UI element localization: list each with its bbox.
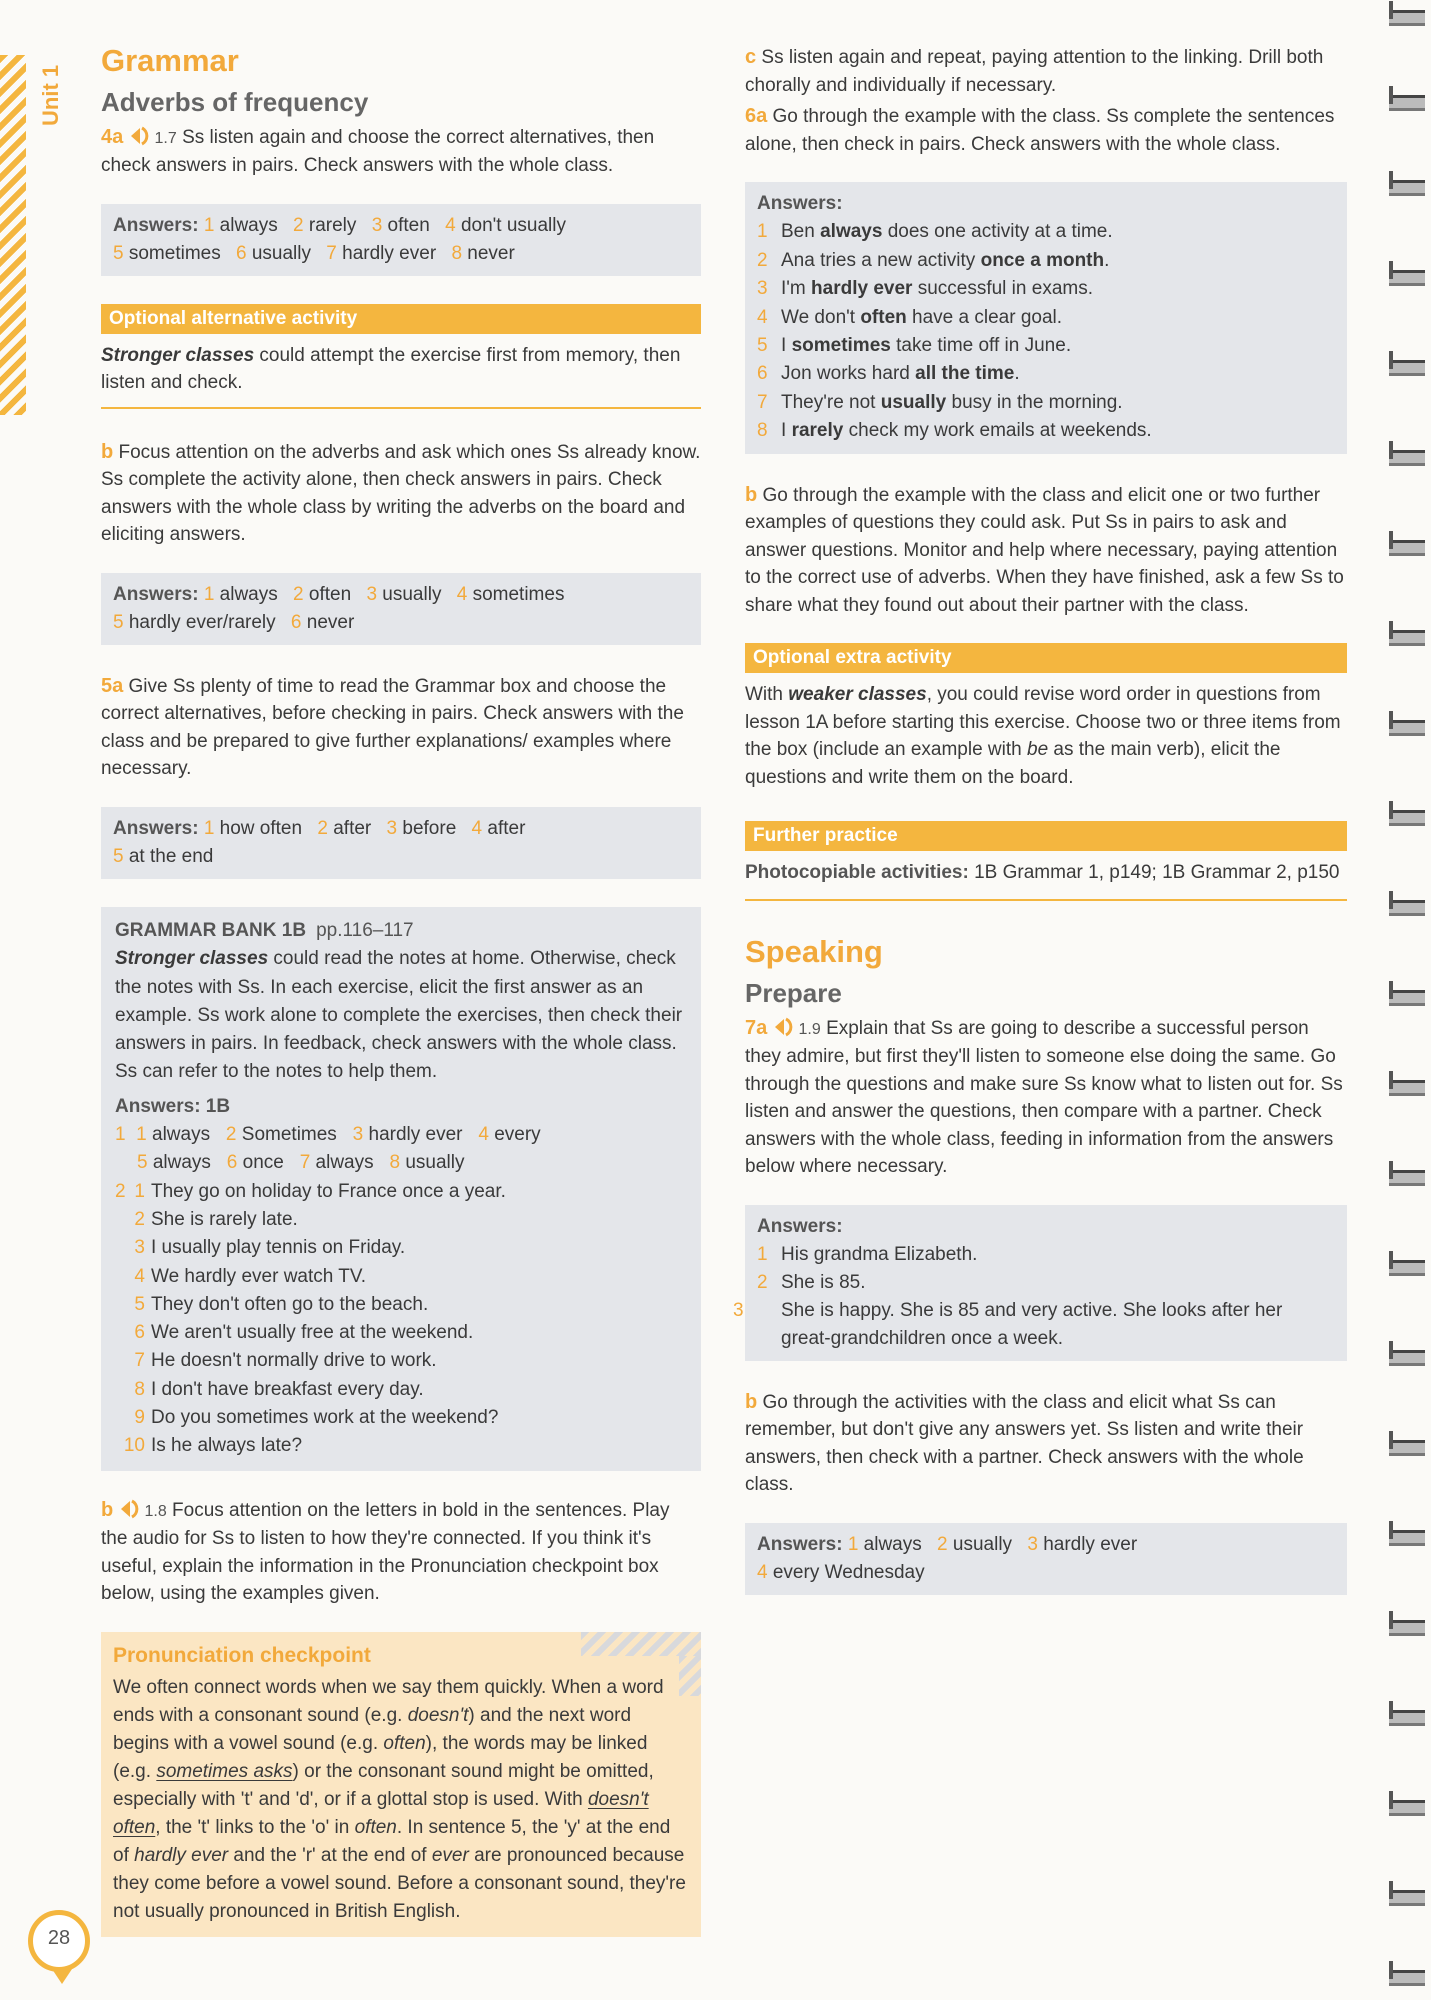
audio-icon[interactable] (129, 125, 153, 147)
answers-7b: Answers: 1 always 2 usually 3 hardly ever 4 every Wednesday (745, 1523, 1347, 1595)
pronunciation-title: Pronunciation checkpoint (113, 1643, 371, 1667)
answer-item: 7 hardly ever (326, 242, 437, 264)
optional-extra-body: With weaker classes, you could revise word order in questions from lesson 1A before starting this exercise. Choose two or three items from the box (include an example with be as the main verb), elicit the questions and write them on the board. (745, 684, 1341, 788)
pronunciation-text: We often connect words when we say them quickly. When a word ends with a consonant sound (e.g. doesn't) and the next word begins with a vowel sound (e.g. often), the words may be linked (e.g. sometimes asks) or the consonant sound might be omitted, especially with 't' and 'd', or if a glottal stop is used. With doesn't often, the 't' links to the 'o' in often. In sentence 5, the 'y' at the end of hardly ever and the 'r' at the end of ever are pronounced because they come before a vowel sound. Before a consonant sound, they're not usually pronounced in British English. (113, 1676, 686, 1923)
pronunciation-checkpoint-box (101, 1632, 701, 1937)
answers-7a: Answers: 1 His grandma Elizabeth. 2 She is 85. 3 She is happy. She is 85 and very active. She looks after her great-grandchildren once a week. (745, 1205, 1347, 1361)
answer-item: 4 don't usually (445, 214, 566, 236)
unit-stripe-decoration (0, 55, 26, 415)
page-number: 28 (47, 1927, 71, 1949)
exercise-5b: b 1.8 Focus attention on the letters in bold in the sentences. Play the audio for Ss to listen to how they're connected. If you think it's useful, explain the information in the Pronunciation checkpoint box below, using the examples given. (101, 1498, 670, 1605)
grammar-heading: Grammar (101, 43, 239, 78)
further-practice-body: Photocopiable activities: 1B Grammar 1, p149; 1B Grammar 2, p150 (745, 859, 1347, 901)
audio-icon[interactable] (773, 1016, 797, 1038)
track-number: 1.7 (154, 129, 177, 147)
answers-4b: Answers: 1 always 2 often 3 usually 4 sometimes 5 hardly ever/rarely 6 never (101, 573, 701, 645)
audio-icon[interactable] (119, 1498, 143, 1520)
answer-item: 1 always (203, 214, 278, 236)
optional-extra-title: Optional extra activity (745, 643, 1347, 673)
grammar-subheading: Adverbs of frequency (101, 87, 369, 118)
grammar-bank-box (101, 907, 701, 1471)
grammar-bank-ex1: 1 1 always 2 Sometimes 3 hardly ever 4 every (115, 1124, 541, 1146)
optional-alternative-title: Optional alternative activity (101, 304, 701, 334)
answers-4a (101, 204, 701, 276)
page-number-badge (28, 1910, 94, 1976)
exercise-7b: b Go through the activities with the class and elicit what Ss can remember, but don't give any answers yet. Ss listen and write their answers, then check with a partner. Check answers with the whole class. (745, 1390, 1304, 1496)
right-column (733, 44, 1347, 1623)
answers-label: Answers: (113, 214, 199, 236)
hatch-decoration (581, 1632, 701, 1656)
exercise-4b: b Focus attention on the adverbs and ask which ones Ss already know. Ss complete the activity alone, then check answers in pairs. Check answers with the whole class by writing the adverbs on the board and eliciting answers. (101, 440, 701, 546)
grammar-bank-title: GRAMMAR BANK 1B (115, 919, 307, 941)
optional-alternative-body: Stronger classes could attempt the exercise first from memory, then listen and check. (101, 342, 701, 409)
exercise-7a: 7a 1.9 Explain that Ss are going to describe a successful person they admire, but first they'll listen to someone else doing the same. Go through the questions and make sure Ss know what to listen out for. Ss listen and answer the questions, then compare with a partner. Check answers with the whole class, feeding in information from the answers below where necessary. (745, 1016, 1343, 1178)
exercise-5a: 5a Give Ss plenty of time to read the Grammar box and choose the correct alternatives, before checking in pairs. Check answers with the class and be prepared to give further explanations/ examples where necessary. (101, 674, 684, 780)
exercise-5c: c Ss listen again and repeat, paying attention to the linking. Drill both chorally and individually if necessary. (745, 46, 1324, 96)
speaking-subheading: Prepare (745, 977, 842, 1008)
answer-item: 6 usually (236, 242, 312, 264)
grammar-bank-pages: pp.116–117 (316, 919, 414, 941)
exercise-6b: b Go through the example with the class and elicit one or two further examples of questions they could ask. Put Ss in pairs to ask and answer questions. Monitor and help where necessary, paying attention to the correct use of adverbs. When they have finished, ask a few Ss to share what they found out about their partner with the class. (745, 483, 1344, 616)
answer-item: 2 rarely (293, 214, 357, 236)
answer-item: 8 never (451, 242, 515, 264)
unit-label: Unit 1 (38, 64, 63, 126)
further-practice-title: Further practice (745, 821, 1347, 851)
hatch-decoration (679, 1656, 701, 1696)
grammar-bank-text: Stronger classes could read the notes at home. Otherwise, check the notes with Ss. In each exercise, elicit the first answer as an example. Ss work alone to complete the exercises, then check their answers in pairs. In feedback, check answers with the whole class. Ss can refer to the notes to help them. (115, 948, 683, 1083)
exercise-4a (101, 124, 701, 180)
grammar-bank-ex2: 2 1 They go on holiday to France once a year. 2 She is rarely late. 3 I usually play tennis on Friday. 4 We hardly ever watch TV. 5 They don't often go to the beach. 6 We aren't usually free at the weekend. 7 He doesn't normally drive to work. 8 I don't have breakfast every day. 9 Do you sometimes work at the weekend? 10 Is he always late? (115, 1180, 506, 1457)
unit-tab (38, 55, 74, 135)
answers-6a: Answers: 1 Ben always does one activity at a time. 2 Ana tries a new activity once a month. 3 I'm hardly ever successful in exams. 4 We don't often have a clear goal. 5 I sometimes take time off in June. 6 Jon works hard all the time. 7 They're not usually busy in the morning. 8 I rarely check my work emails at weekends. (745, 182, 1347, 454)
answer-item: 3 often (371, 214, 430, 236)
answer-item: 5 sometimes (113, 242, 221, 264)
answers-5a: Answers: 1 how often 2 after 3 before 4 after 5 at the end (101, 807, 701, 879)
exercise-6a: 6a Go through the example with the class. Ss complete the sentences alone, then check in pairs. Check answers with the whole class. (745, 105, 1335, 155)
grammar-bank-ex1-cont: 5 always 6 once 7 always 8 usually (137, 1152, 465, 1174)
exercise-number: 4a (101, 125, 124, 148)
grammar-bank-answers-label: Answers: 1B (115, 1095, 231, 1117)
speaking-heading: Speaking (745, 933, 883, 969)
left-column (101, 44, 701, 1937)
exercise-text: Ss listen again and choose the correct alternatives, then check answers in pairs. Check answers with the whole class. (101, 126, 655, 177)
spiral-binding (1379, 0, 1431, 2000)
